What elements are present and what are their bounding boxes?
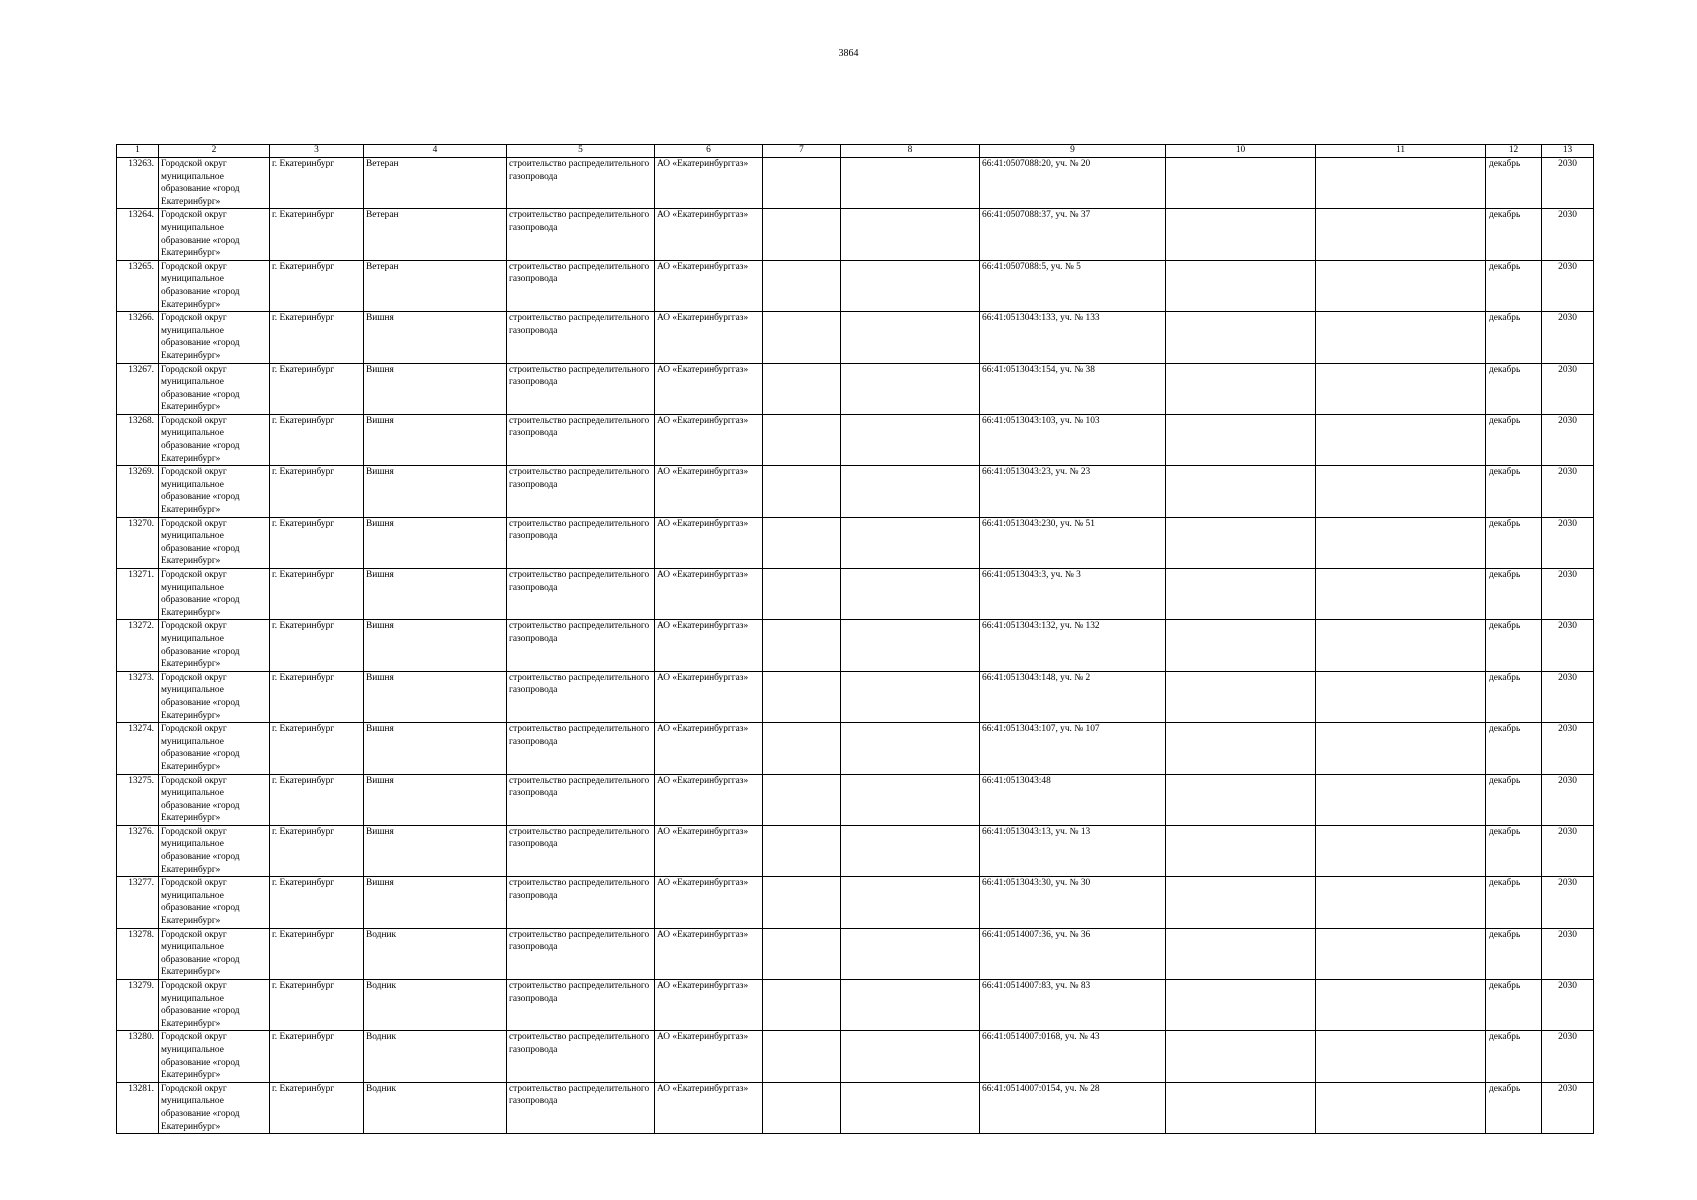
column-7-cell: [763, 980, 841, 1031]
month-cell: декабрь: [1486, 312, 1542, 363]
year-cell: 2030: [1542, 209, 1594, 260]
work-type-cell: строительство распределительного газопровода: [507, 928, 655, 979]
column-8-cell: [841, 158, 980, 209]
column-header-12: 12: [1486, 145, 1542, 158]
work-type-cell: строительство распределительного газопровода: [507, 312, 655, 363]
year-cell: 2030: [1542, 1082, 1594, 1133]
work-type-cell: строительство распределительного газопровода: [507, 158, 655, 209]
municipality-cell: Городской округ муниципальное образование «город Екатеринбург»: [159, 260, 270, 311]
table-row: [117, 671, 1594, 722]
operator-cell: АО «Екатеринбурггаз»: [655, 466, 763, 517]
operator-cell: АО «Екатеринбурггаз»: [655, 774, 763, 825]
column-11-cell: [1316, 928, 1486, 979]
year-cell: 2030: [1542, 980, 1594, 1031]
municipality-cell: Городской округ муниципальное образование «город Екатеринбург»: [159, 980, 270, 1031]
cadastral-number-cell: 66:41:0513043:3, уч. № 3: [980, 569, 1166, 620]
table-row: [117, 928, 1594, 979]
column-8-cell: [841, 466, 980, 517]
column-11-cell: [1316, 158, 1486, 209]
work-type-cell: строительство распределительного газопровода: [507, 363, 655, 414]
territory-cell: Вишня: [364, 671, 507, 722]
row-number-cell: 13267.: [117, 363, 159, 414]
territory-cell: Водник: [364, 980, 507, 1031]
month-cell: декабрь: [1486, 209, 1542, 260]
table-row: [117, 774, 1594, 825]
column-10-cell: [1166, 980, 1316, 1031]
column-8-cell: [841, 569, 980, 620]
table-row: [117, 569, 1594, 620]
territory-cell: Ветеран: [364, 209, 507, 260]
year-cell: 2030: [1542, 569, 1594, 620]
territory-cell: Водник: [364, 928, 507, 979]
register-table: [116, 144, 1594, 1134]
table-row: [117, 517, 1594, 568]
column-10-cell: [1166, 825, 1316, 876]
column-header-9: 9: [980, 145, 1166, 158]
operator-cell: АО «Екатеринбурггаз»: [655, 569, 763, 620]
cadastral-number-cell: 66:41:0507088:5, уч. № 5: [980, 260, 1166, 311]
column-11-cell: [1316, 466, 1486, 517]
year-cell: 2030: [1542, 517, 1594, 568]
operator-cell: АО «Екатеринбурггаз»: [655, 1082, 763, 1133]
territory-cell: Вишня: [364, 466, 507, 517]
operator-cell: АО «Екатеринбурггаз»: [655, 517, 763, 568]
locality-cell: г. Екатеринбург: [270, 158, 364, 209]
operator-cell: АО «Екатеринбурггаз»: [655, 209, 763, 260]
territory-cell: Вишня: [364, 569, 507, 620]
cadastral-number-cell: 66:41:0513043:103, уч. № 103: [980, 414, 1166, 465]
locality-cell: г. Екатеринбург: [270, 620, 364, 671]
table-row: [117, 414, 1594, 465]
territory-cell: Вишня: [364, 620, 507, 671]
table-row: [117, 1082, 1594, 1133]
cadastral-number-cell: 66:41:0513043:13, уч. № 13: [980, 825, 1166, 876]
municipality-cell: Городской округ муниципальное образование «город Екатеринбург»: [159, 363, 270, 414]
territory-cell: Вишня: [364, 825, 507, 876]
column-7-cell: [763, 620, 841, 671]
work-type-cell: строительство распределительного газопровода: [507, 671, 655, 722]
month-cell: декабрь: [1486, 414, 1542, 465]
municipality-cell: Городской округ муниципальное образование «город Екатеринбург»: [159, 1082, 270, 1133]
operator-cell: АО «Екатеринбурггаз»: [655, 260, 763, 311]
municipality-cell: Городской округ муниципальное образование «город Екатеринбург»: [159, 466, 270, 517]
territory-cell: Вишня: [364, 517, 507, 568]
column-8-cell: [841, 928, 980, 979]
column-header-8: 8: [841, 145, 980, 158]
municipality-cell: Городской округ муниципальное образование «город Екатеринбург»: [159, 1031, 270, 1082]
year-cell: 2030: [1542, 774, 1594, 825]
month-cell: декабрь: [1486, 569, 1542, 620]
month-cell: декабрь: [1486, 671, 1542, 722]
cadastral-number-cell: 66:41:0513043:48: [980, 774, 1166, 825]
year-cell: 2030: [1542, 620, 1594, 671]
work-type-cell: строительство распределительного газопровода: [507, 414, 655, 465]
column-7-cell: [763, 312, 841, 363]
work-type-cell: строительство распределительного газопровода: [507, 723, 655, 774]
table-row: [117, 620, 1594, 671]
column-header-13: 13: [1542, 145, 1594, 158]
municipality-cell: Городской округ муниципальное образование «город Екатеринбург»: [159, 774, 270, 825]
work-type-cell: строительство распределительного газопровода: [507, 569, 655, 620]
territory-cell: Вишня: [364, 312, 507, 363]
column-7-cell: [763, 825, 841, 876]
locality-cell: г. Екатеринбург: [270, 1082, 364, 1133]
row-number-cell: 13272.: [117, 620, 159, 671]
operator-cell: АО «Екатеринбурггаз»: [655, 620, 763, 671]
column-10-cell: [1166, 158, 1316, 209]
municipality-cell: Городской округ муниципальное образование «город Екатеринбург»: [159, 517, 270, 568]
column-8-cell: [841, 723, 980, 774]
row-number-cell: 13265.: [117, 260, 159, 311]
operator-cell: АО «Екатеринбурггаз»: [655, 877, 763, 928]
operator-cell: АО «Екатеринбурггаз»: [655, 158, 763, 209]
column-11-cell: [1316, 517, 1486, 568]
locality-cell: г. Екатеринбург: [270, 414, 364, 465]
month-cell: декабрь: [1486, 774, 1542, 825]
row-number-cell: 13274.: [117, 723, 159, 774]
cadastral-number-cell: 66:41:0507088:20, уч. № 20: [980, 158, 1166, 209]
column-10-cell: [1166, 671, 1316, 722]
row-number-cell: 13273.: [117, 671, 159, 722]
table-row: [117, 825, 1594, 876]
column-10-cell: [1166, 312, 1316, 363]
column-10-cell: [1166, 466, 1316, 517]
row-number-cell: 13279.: [117, 980, 159, 1031]
column-7-cell: [763, 260, 841, 311]
row-number-cell: 13276.: [117, 825, 159, 876]
column-header-5: 5: [507, 145, 655, 158]
column-11-cell: [1316, 671, 1486, 722]
work-type-cell: строительство распределительного газопровода: [507, 620, 655, 671]
column-header-3: 3: [270, 145, 364, 158]
year-cell: 2030: [1542, 825, 1594, 876]
column-7-cell: [763, 774, 841, 825]
column-10-cell: [1166, 877, 1316, 928]
operator-cell: АО «Екатеринбурггаз»: [655, 1031, 763, 1082]
column-11-cell: [1316, 260, 1486, 311]
work-type-cell: строительство распределительного газопровода: [507, 980, 655, 1031]
operator-cell: АО «Екатеринбурггаз»: [655, 928, 763, 979]
column-11-cell: [1316, 877, 1486, 928]
work-type-cell: строительство распределительного газопровода: [507, 825, 655, 876]
column-10-cell: [1166, 1031, 1316, 1082]
column-7-cell: [763, 877, 841, 928]
month-cell: декабрь: [1486, 877, 1542, 928]
cadastral-number-cell: 66:41:0514007:83, уч. № 83: [980, 980, 1166, 1031]
municipality-cell: Городской округ муниципальное образование «город Екатеринбург»: [159, 569, 270, 620]
work-type-cell: строительство распределительного газопровода: [507, 1082, 655, 1133]
month-cell: декабрь: [1486, 517, 1542, 568]
column-8-cell: [841, 1031, 980, 1082]
cadastral-number-cell: 66:41:0507088:37, уч. № 37: [980, 209, 1166, 260]
column-8-cell: [841, 1082, 980, 1133]
row-number-cell: 13263.: [117, 158, 159, 209]
cadastral-number-cell: 66:41:0513043:30, уч. № 30: [980, 877, 1166, 928]
municipality-cell: Городской округ муниципальное образование «город Екатеринбург»: [159, 723, 270, 774]
operator-cell: АО «Екатеринбурггаз»: [655, 312, 763, 363]
table-header: [117, 145, 1594, 158]
column-10-cell: [1166, 414, 1316, 465]
month-cell: декабрь: [1486, 620, 1542, 671]
column-8-cell: [841, 671, 980, 722]
municipality-cell: Городской округ муниципальное образование «город Екатеринбург»: [159, 928, 270, 979]
year-cell: 2030: [1542, 723, 1594, 774]
locality-cell: г. Екатеринбург: [270, 312, 364, 363]
territory-cell: Ветеран: [364, 260, 507, 311]
operator-cell: АО «Екатеринбурггаз»: [655, 980, 763, 1031]
operator-cell: АО «Екатеринбурггаз»: [655, 363, 763, 414]
month-cell: декабрь: [1486, 260, 1542, 311]
column-header-4: 4: [364, 145, 507, 158]
territory-cell: Вишня: [364, 723, 507, 774]
year-cell: 2030: [1542, 1031, 1594, 1082]
column-11-cell: [1316, 774, 1486, 825]
work-type-cell: строительство распределительного газопровода: [507, 209, 655, 260]
work-type-cell: строительство распределительного газопровода: [507, 260, 655, 311]
row-number-cell: 13280.: [117, 1031, 159, 1082]
work-type-cell: строительство распределительного газопровода: [507, 466, 655, 517]
column-10-cell: [1166, 363, 1316, 414]
column-10-cell: [1166, 620, 1316, 671]
column-7-cell: [763, 363, 841, 414]
column-8-cell: [841, 260, 980, 311]
locality-cell: г. Екатеринбург: [270, 877, 364, 928]
row-number-cell: 13269.: [117, 466, 159, 517]
column-8-cell: [841, 312, 980, 363]
year-cell: 2030: [1542, 260, 1594, 311]
month-cell: декабрь: [1486, 158, 1542, 209]
column-10-cell: [1166, 928, 1316, 979]
month-cell: декабрь: [1486, 1031, 1542, 1082]
table-row: [117, 363, 1594, 414]
locality-cell: г. Екатеринбург: [270, 723, 364, 774]
row-number-cell: 13275.: [117, 774, 159, 825]
table-row: [117, 312, 1594, 363]
locality-cell: г. Екатеринбург: [270, 774, 364, 825]
row-number-cell: 13268.: [117, 414, 159, 465]
table-row: [117, 1031, 1594, 1082]
row-number-cell: 13271.: [117, 569, 159, 620]
table-row: [117, 260, 1594, 311]
municipality-cell: Городской округ муниципальное образование «город Екатеринбург»: [159, 877, 270, 928]
row-number-cell: 13266.: [117, 312, 159, 363]
column-10-cell: [1166, 723, 1316, 774]
locality-cell: г. Екатеринбург: [270, 260, 364, 311]
column-11-cell: [1316, 569, 1486, 620]
year-cell: 2030: [1542, 414, 1594, 465]
table-row: [117, 723, 1594, 774]
column-11-cell: [1316, 723, 1486, 774]
year-cell: 2030: [1542, 466, 1594, 517]
column-8-cell: [841, 209, 980, 260]
table-body: [117, 158, 1594, 1134]
column-11-cell: [1316, 312, 1486, 363]
cadastral-number-cell: 66:41:0514007:0154, уч. № 28: [980, 1082, 1166, 1133]
column-7-cell: [763, 1082, 841, 1133]
municipality-cell: Городской округ муниципальное образование «город Екатеринбург»: [159, 671, 270, 722]
column-header-2: 2: [159, 145, 270, 158]
cadastral-number-cell: 66:41:0513043:133, уч. № 133: [980, 312, 1166, 363]
locality-cell: г. Екатеринбург: [270, 209, 364, 260]
column-7-cell: [763, 209, 841, 260]
month-cell: декабрь: [1486, 980, 1542, 1031]
column-8-cell: [841, 877, 980, 928]
work-type-cell: строительство распределительного газопровода: [507, 517, 655, 568]
cadastral-number-cell: 66:41:0513043:23, уч. № 23: [980, 466, 1166, 517]
table-row: [117, 980, 1594, 1031]
municipality-cell: Городской округ муниципальное образование «город Екатеринбург»: [159, 825, 270, 876]
column-8-cell: [841, 980, 980, 1031]
month-cell: декабрь: [1486, 363, 1542, 414]
territory-cell: Вишня: [364, 774, 507, 825]
month-cell: декабрь: [1486, 1082, 1542, 1133]
cadastral-number-cell: 66:41:0513043:148, уч. № 2: [980, 671, 1166, 722]
locality-cell: г. Екатеринбург: [270, 363, 364, 414]
year-cell: 2030: [1542, 363, 1594, 414]
column-7-cell: [763, 517, 841, 568]
column-10-cell: [1166, 517, 1316, 568]
year-cell: 2030: [1542, 928, 1594, 979]
column-7-cell: [763, 414, 841, 465]
municipality-cell: Городской округ муниципальное образование «город Екатеринбург»: [159, 414, 270, 465]
row-number-cell: 13270.: [117, 517, 159, 568]
column-8-cell: [841, 363, 980, 414]
column-10-cell: [1166, 569, 1316, 620]
operator-cell: АО «Екатеринбурггаз»: [655, 414, 763, 465]
year-cell: 2030: [1542, 877, 1594, 928]
operator-cell: АО «Екатеринбурггаз»: [655, 825, 763, 876]
column-8-cell: [841, 517, 980, 568]
column-11-cell: [1316, 363, 1486, 414]
month-cell: декабрь: [1486, 723, 1542, 774]
column-header-7: 7: [763, 145, 841, 158]
cadastral-number-cell: 66:41:0513043:230, уч. № 51: [980, 517, 1166, 568]
cadastral-number-cell: 66:41:0514007:0168, уч. № 43: [980, 1031, 1166, 1082]
column-7-cell: [763, 466, 841, 517]
column-header-11: 11: [1316, 145, 1486, 158]
row-number-cell: 13281.: [117, 1082, 159, 1133]
territory-cell: Вишня: [364, 877, 507, 928]
locality-cell: г. Екатеринбург: [270, 1031, 364, 1082]
table-row: [117, 877, 1594, 928]
municipality-cell: Городской округ муниципальное образование «город Екатеринбург»: [159, 620, 270, 671]
cadastral-number-cell: 66:41:0513043:132, уч. № 132: [980, 620, 1166, 671]
year-cell: 2030: [1542, 671, 1594, 722]
year-cell: 2030: [1542, 158, 1594, 209]
column-11-cell: [1316, 414, 1486, 465]
territory-cell: Вишня: [364, 363, 507, 414]
column-11-cell: [1316, 1082, 1486, 1133]
column-7-cell: [763, 671, 841, 722]
locality-cell: г. Екатеринбург: [270, 671, 364, 722]
column-header-6: 6: [655, 145, 763, 158]
municipality-cell: Городской округ муниципальное образование «город Екатеринбург»: [159, 209, 270, 260]
cadastral-number-cell: 66:41:0513043:107, уч. № 107: [980, 723, 1166, 774]
column-7-cell: [763, 1031, 841, 1082]
month-cell: декабрь: [1486, 466, 1542, 517]
municipality-cell: Городской округ муниципальное образование «город Екатеринбург»: [159, 158, 270, 209]
cadastral-number-cell: 66:41:0514007:36, уч. № 36: [980, 928, 1166, 979]
page-number: 3864: [838, 48, 859, 59]
locality-cell: г. Екатеринбург: [270, 825, 364, 876]
column-7-cell: [763, 569, 841, 620]
locality-cell: г. Екатеринбург: [270, 980, 364, 1031]
column-7-cell: [763, 723, 841, 774]
locality-cell: г. Екатеринбург: [270, 569, 364, 620]
column-10-cell: [1166, 209, 1316, 260]
column-11-cell: [1316, 980, 1486, 1031]
row-number-cell: 13264.: [117, 209, 159, 260]
column-8-cell: [841, 414, 980, 465]
column-11-cell: [1316, 620, 1486, 671]
territory-cell: Вишня: [364, 414, 507, 465]
column-10-cell: [1166, 1082, 1316, 1133]
column-8-cell: [841, 825, 980, 876]
territory-cell: Ветеран: [364, 158, 507, 209]
table-row: [117, 209, 1594, 260]
territory-cell: Водник: [364, 1082, 507, 1133]
column-number-row: [117, 145, 1594, 158]
column-11-cell: [1316, 209, 1486, 260]
locality-cell: г. Екатеринбург: [270, 466, 364, 517]
cadastral-number-cell: 66:41:0513043:154, уч. № 38: [980, 363, 1166, 414]
locality-cell: г. Екатеринбург: [270, 517, 364, 568]
column-header-1: 1: [117, 145, 159, 158]
table-row: [117, 158, 1594, 209]
locality-cell: г. Екатеринбург: [270, 928, 364, 979]
row-number-cell: 13278.: [117, 928, 159, 979]
table-row: [117, 466, 1594, 517]
column-7-cell: [763, 158, 841, 209]
operator-cell: АО «Екатеринбурггаз»: [655, 723, 763, 774]
year-cell: 2030: [1542, 312, 1594, 363]
month-cell: декабрь: [1486, 825, 1542, 876]
column-11-cell: [1316, 1031, 1486, 1082]
column-10-cell: [1166, 774, 1316, 825]
column-8-cell: [841, 774, 980, 825]
row-number-cell: 13277.: [117, 877, 159, 928]
column-11-cell: [1316, 825, 1486, 876]
municipality-cell: Городской округ муниципальное образование «город Екатеринбург»: [159, 312, 270, 363]
territory-cell: Водник: [364, 1031, 507, 1082]
column-header-10: 10: [1166, 145, 1316, 158]
work-type-cell: строительство распределительного газопровода: [507, 1031, 655, 1082]
work-type-cell: строительство распределительного газопровода: [507, 877, 655, 928]
month-cell: декабрь: [1486, 928, 1542, 979]
column-7-cell: [763, 928, 841, 979]
work-type-cell: строительство распределительного газопровода: [507, 774, 655, 825]
column-8-cell: [841, 620, 980, 671]
column-10-cell: [1166, 260, 1316, 311]
operator-cell: АО «Екатеринбурггаз»: [655, 671, 763, 722]
